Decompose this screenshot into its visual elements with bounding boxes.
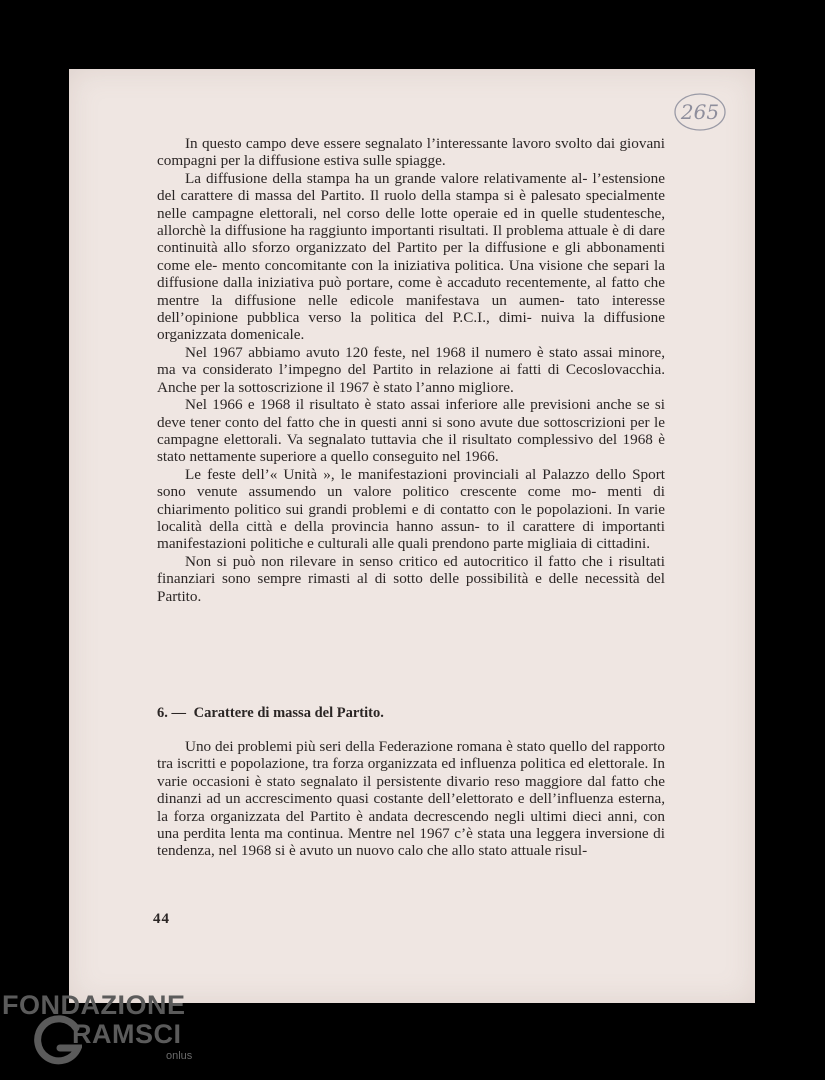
document-page [69,69,755,1003]
paragraph-risultati-finanziari: Non si può non rilevare in senso critico ed autocritico il fatto che i risultati finanziari sono sempre rimasti al di sotto delle possibilità e delle necessità del Partito. [157,552,665,605]
paragraph-federazione-romana: Uno dei problemi più seri della Federazione romana è stato quello del rapporto tra iscritti e popolazione, tra forza organizzata ed influenza politica ed elettorale. In varie occasioni è stato segnalato il persistente divario reso maggiore dal fatto che dinanzi ad un accrescimento quasi costante dell’elettorato e dell’influenza esterna, la forza organizzata del Partito è andata decrescendo negli ultimi dieci anni, con una perdita lenta ma continua. Mentre nel 1967 c’è stata una leggera inversione di tendenza, nel 1968 si è avuto un nuovo calo che allo stato attuale risul- [157,738,665,860]
page-number: 44 [153,911,170,927]
handwritten-folio-mark [672,91,728,133]
watermark-line-3: onlus [166,1050,193,1062]
watermark-line-2: RAMSCI [72,1019,182,1049]
svg-text:265: 265 [680,100,720,124]
paragraph-feste-1967: Nel 1967 abbiamo avuto 120 feste, nel 1968 il numero è stato assai minore, ma va considerato l’impegno del Partito in relazione ai fatti di Cecoslovacchia. Anche per la sottoscrizione il 1967 è stato l’anno migliore. [157,343,665,396]
watermark-line-1: FONDAZIONE [2,990,186,1020]
section-title: Carattere di massa del Partito. [193,705,384,721]
handwritten-folio-number [672,91,728,133]
paragraph-feste-unita: Le feste dell’« Unità », le manifestazioni provinciali al Palazzo dello Sport sono venute assumendo un valore politico crescente come mo- menti di chiarimento politico sui grandi problemi e di contatto con le popolazioni. In varie località della città e della provincia hanno assun- to il carattere di importanti manifestazioni politiche e culturali alle quali prendono parte migliaia di cittadini. [157,465,665,553]
paragraph-spiagge: In questo campo deve essere segnalato l’interessante lavoro svolto dai giovani compagni per la diffusione estiva sulle spiagge. [157,135,665,170]
paragraph-risultato-1966-1968: Nel 1966 e 1968 il risultato è stato assai inferiore alle previsioni anche se si deve tener conto del fatto che in questi anni si sono avute due sottoscrizioni per le campagne elettorali. Va segnalato tuttavia che il risultato complessivo del 1968 è stato nettamente superiore a quello conseguito nel 1966. [157,396,665,466]
section-heading [157,705,665,722]
section-number: 6. — [157,705,186,721]
fondazione-gramsci-watermark [2,990,212,1075]
paragraph-diffusione-stampa: La diffusione della stampa ha un grande valore relativamente al- l’estensione del carattere di massa del Partito. Il ruolo della stampa si è palesato specialmente nelle campagne elettorali, nel corso delle lotte operaie ed in quelle studentesche, allorchè la diffusione ha raggiunto importanti risultati. Il problema attuale è di dare continuità allo sforzo organizzato del Partito per la diffusione e gli abbonamenti come ele- mento concomitante con la iniziativa politica. Una visione che separi la diffusione dalla iniziativa può portare, come è accaduto recentemente, al fatto che mentre la diffusione nelle edicole manifestava un aumen- tato interesse dell’opinione pubblica verso la politica del P.C.I., dimi- nuiva la diffusione organizzata domenicale. [157,169,665,344]
body-text-top [157,135,665,605]
body-text-bottom [157,738,665,860]
